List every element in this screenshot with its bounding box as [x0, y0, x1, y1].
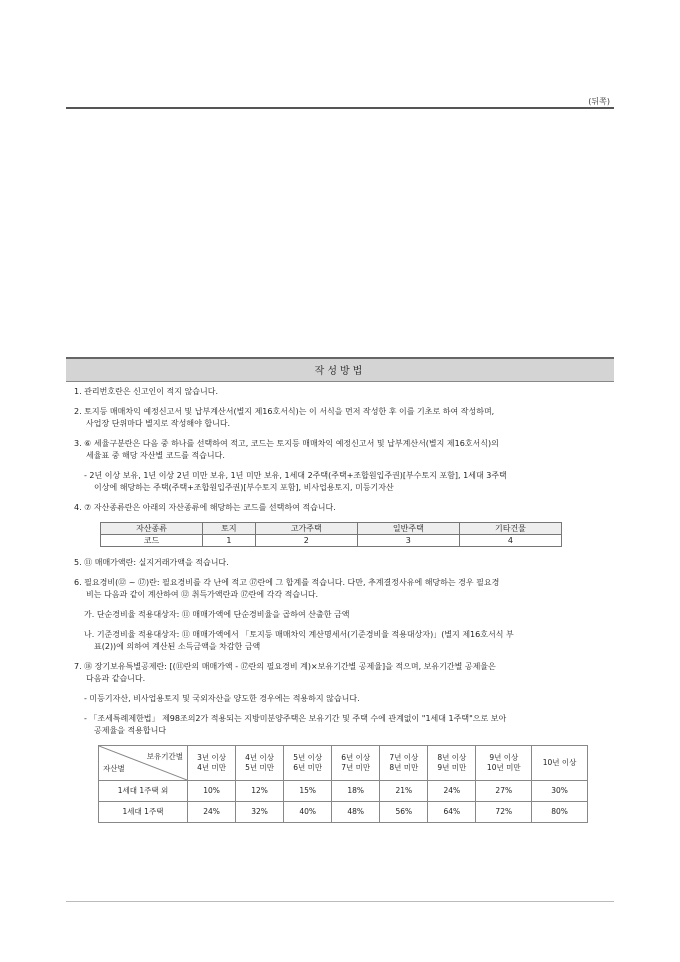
asset-header-cell: 자산종류 [101, 523, 203, 535]
rate-cell: 32% [236, 802, 284, 823]
instruction-5-text: 5. ⑪ 매매가액란: 실지거래가액을 적습니다. [74, 558, 229, 567]
period-header-cell [476, 746, 532, 781]
instruction-6-subitem-na [84, 629, 610, 653]
instruction-6-text: 6. 필요경비(⑫ ~ ⑰)란: 필요경비를 각 난에 적고 ⑰란에 그 합계를 적습니다. 다만, 추계결정사유에 해당하는 경우 필요경 [74, 578, 500, 587]
asset-header-cell: 일반주택 [357, 523, 459, 535]
deduction-rate-table [98, 745, 588, 823]
period-to: 5년 미만 [245, 763, 275, 772]
period-header-cell [380, 746, 428, 781]
asset-code-cell: 2 [255, 535, 357, 547]
instruction-2-text: 2. 토지등 매매차익 예정신고서 및 납부계산서(별지 제16호서식)는 이 서식을 먼저 작성한 후 이를 기초로 하여 작성하며, [74, 407, 495, 416]
period-to: 7년 미만 [341, 763, 371, 772]
rate-table-corner-cell [99, 746, 188, 781]
instruction-3-sub-continuation: 이상에 해당하는 주택(주택+조합원입주권)[부수토지 포함], 비사업용토지, 미등기자산 [94, 483, 394, 492]
asset-header-cell: 기타건물 [459, 523, 561, 535]
instruction-item-4 [74, 502, 610, 514]
back-page-label: (뒤쪽) [588, 97, 610, 106]
instruction-7-subitem-1 [84, 693, 610, 705]
bottom-divider [66, 901, 614, 902]
instruction-6-continuation: 비는 다음과 같이 계산하여 ⑫ 취득가액란과 ⑰란에 각각 적습니다. [86, 590, 319, 599]
rate-cell: 48% [332, 802, 380, 823]
instruction-item-3 [74, 438, 610, 462]
rate-cell: 18% [332, 781, 380, 802]
instruction-3-continuation: 세율표 중 해당 자산별 코드를 적습니다. [86, 451, 225, 460]
rate-cell: 27% [476, 781, 532, 802]
rate-table-row [99, 802, 588, 823]
instruction-item-7 [74, 661, 610, 685]
rate-cell: 30% [532, 781, 588, 802]
asset-code-cell: 3 [357, 535, 459, 547]
instruction-6-ga-text: 가. 단순경비율 적용대상자: ⑪ 매매가액에 단순경비율을 곱하여 산출한 금액 [84, 610, 350, 619]
section-title: 작성방법 [66, 357, 614, 382]
instruction-6-na-continuation: 표(2))에 의하여 계산된 소득금액을 차감한 금액 [94, 642, 261, 651]
instruction-2-continuation: 사업장 단위마다 별지로 작성해야 합니다. [86, 419, 231, 428]
asset-code-cell: 4 [459, 535, 561, 547]
rate-cell: 56% [380, 802, 428, 823]
period-from: 5년 이상 [293, 753, 323, 762]
period-to: 6년 미만 [293, 763, 323, 772]
instruction-6-na-text: 나. 기준경비율 적용대상자: ⑪ 매매가액에서 「토지등 매매차익 계산명세서(기준경비율 적용대상자)」(별지 제16호서식 부 [84, 630, 514, 639]
instruction-1-text: 1. 관리번호란은 신고인이 적지 않습니다. [74, 387, 218, 396]
period-from: 4년 이상 [245, 753, 275, 762]
top-divider [66, 107, 614, 109]
period-from: 10년 이상 [542, 758, 577, 767]
period-from: 8년 이상 [437, 753, 467, 762]
asset-code-cell: 코드 [101, 535, 203, 547]
rate-table-row [99, 781, 588, 802]
instruction-7-subitem-2 [84, 713, 610, 737]
rate-table-header-row [99, 746, 588, 781]
instruction-7-sub2-continuation: 공제율을 적용합니다 [94, 726, 167, 735]
period-to: 8년 미만 [389, 763, 419, 772]
period-header-cell [236, 746, 284, 781]
instructions-body [74, 386, 610, 823]
rate-cell: 24% [428, 781, 476, 802]
rate-row-label: 1세대 1주택 [99, 802, 188, 823]
instruction-4-text: 4. ⑦ 자산종류란은 아래의 자산종류에 해당하는 코드를 선택하여 적습니다. [74, 503, 336, 512]
rate-row-label: 1세대 1주택 외 [99, 781, 188, 802]
period-header-cell [332, 746, 380, 781]
instruction-item-2 [74, 406, 610, 430]
corner-bottom-label: 자산별 [103, 764, 125, 773]
asset-header-cell: 토지 [203, 523, 256, 535]
instruction-3-subitem [84, 470, 610, 494]
period-from: 3년 이상 [197, 753, 226, 762]
rate-cell: 64% [428, 802, 476, 823]
rate-cell: 10% [188, 781, 236, 802]
period-to: 9년 미만 [437, 763, 467, 772]
period-from: 6년 이상 [341, 753, 371, 762]
instruction-item-1 [74, 386, 610, 398]
period-header-cell [188, 746, 236, 781]
asset-code-table [100, 522, 562, 547]
asset-code-cell: 1 [203, 535, 256, 547]
instruction-6-subitem-ga [84, 609, 610, 621]
rate-cell: 15% [284, 781, 332, 802]
period-to: 10년 미만 [486, 763, 521, 772]
instruction-3-text: 3. ⑥ 세율구분란은 다음 중 하나를 선택하여 적고, 코드는 토지등 매매차익 예정신고서 및 납부계산서(별지 제16호서식)의 [74, 439, 499, 448]
instruction-3-sub-text: - 2년 이상 보유, 1년 이상 2년 미만 보유, 1년 미만 보유, 1세대 2주택(주택+조합원입주권)[부수토지 포함], 1세대 3주택 [84, 471, 507, 480]
instruction-7-text: 7. ⑱ 장기보유특별공제란: [(⑪란의 매매가액 - ⑰란의 필요경비 계)×보유기간별 공제율]을 적으며, 보유기간별 공제율은 [74, 662, 496, 671]
period-from: 7년 이상 [389, 753, 419, 762]
instruction-7-sub1-text: - 미등기자산, 비사업용토지 및 국외자산을 양도한 경우에는 적용하지 않습니다. [84, 694, 360, 703]
asset-table-code-row [101, 535, 562, 547]
rate-cell: 72% [476, 802, 532, 823]
asset-header-cell: 고가주택 [255, 523, 357, 535]
period-from: 9년 이상 [489, 753, 519, 762]
asset-table-header-row [101, 523, 562, 535]
period-to: 4년 미만 [197, 763, 226, 772]
instruction-item-6 [74, 577, 610, 601]
period-header-cell [428, 746, 476, 781]
rate-cell: 12% [236, 781, 284, 802]
period-header-cell [532, 746, 588, 781]
corner-top-label: 보유기간별 [146, 752, 183, 761]
instruction-7-sub2-text: - 「조세특례제한법」 제98조의2가 적용되는 지방미분양주택은 보유기간 및 주택 수에 관계없이 "1세대 1주택"으로 보아 [84, 714, 507, 723]
instruction-7-continuation: 다음과 같습니다. [86, 674, 146, 683]
instruction-item-5 [74, 557, 610, 569]
rate-cell: 40% [284, 802, 332, 823]
period-header-cell [284, 746, 332, 781]
rate-cell: 80% [532, 802, 588, 823]
rate-cell: 24% [188, 802, 236, 823]
rate-cell: 21% [380, 781, 428, 802]
